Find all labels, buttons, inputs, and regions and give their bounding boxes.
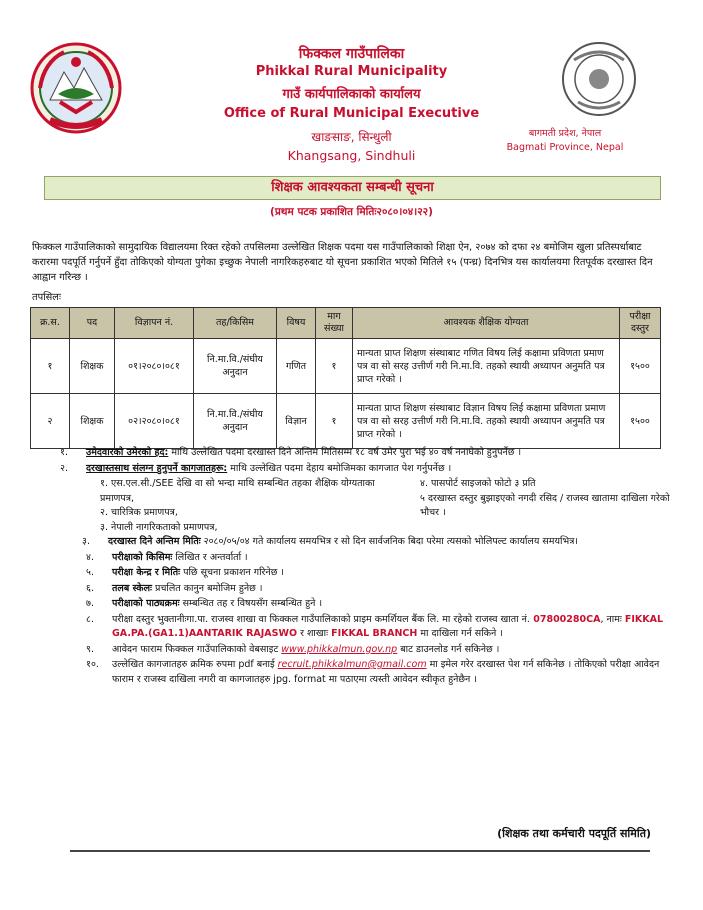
item-text: मा इमेल गरेर दरखास्त पेश गर्न सकिनेछ । तोकिएको परीक्षा आवेदन फाराम र राजस्व दाखिला नगरी वा कागजातहरु jpg. format मा पठाएमा त्यस्ती आवेदन स्वीकृत हुनेछैन । bbox=[112, 659, 660, 685]
signature-committee: (शिक्षक तथा कर्मचारी पदपूर्ति समिति) bbox=[497, 827, 651, 840]
item-number: ४. bbox=[86, 551, 94, 563]
col-ad-no: विज्ञापन नं. bbox=[115, 308, 194, 339]
col-demand: माग संख्या bbox=[316, 308, 353, 339]
cell-post: शिक्षक bbox=[70, 394, 115, 449]
item-text: बाट डाउनलोड गर्न सकिनेछ । bbox=[397, 643, 500, 655]
table-row bbox=[31, 394, 661, 449]
footer-divider bbox=[70, 850, 650, 852]
municipality-seal-icon bbox=[560, 40, 638, 118]
tapasil-label: तपसिलः bbox=[32, 292, 61, 303]
item-number: १. bbox=[60, 447, 68, 458]
item-number: ६. bbox=[86, 582, 94, 594]
vacancy-table bbox=[30, 307, 661, 449]
item-number: ७. bbox=[86, 598, 94, 609]
header-line-6: Khangsang, Sindhuli bbox=[287, 148, 416, 163]
notice-subtitle: (प्रथम पटक प्रकाशित मितिः२०८०।०४।२२) bbox=[270, 206, 433, 218]
item-text: आवेदन फाराम फिक्कल गाउँपालिकाको वेबसाइट bbox=[112, 643, 282, 655]
col-post: पद bbox=[70, 308, 115, 339]
cell-demand: १ bbox=[316, 394, 353, 449]
cell-ad-no: ०२।२०८०।०८१ bbox=[115, 394, 194, 449]
document-item: १. एस.एल.सी./SEE देखि वा सो भन्दा माथि सम्बन्धित तहका शैक्षिक योग्यताका प्रमाणपत्र, bbox=[100, 478, 375, 504]
document-item: ३. नेपाली नागरिकताको प्रमाणपत्र, bbox=[100, 521, 218, 533]
item-label: उमेदवारको उमेरको हद: bbox=[86, 447, 169, 458]
list-item bbox=[60, 566, 670, 581]
table-header-row bbox=[31, 308, 661, 339]
cell-demand: १ bbox=[316, 339, 353, 394]
table-row bbox=[31, 339, 661, 394]
cell-fee: १५०० bbox=[620, 394, 661, 449]
account-name: FIKKAL GA.PA.(GA1.1)AANTARIK RAJASWO bbox=[112, 613, 664, 639]
item-text: उल्लेखित कागजातहरु क्रमिक रुपमा pdf बनाई bbox=[112, 659, 278, 670]
item-text: परीक्षा दस्तुर भुक्तानीःगा.पा. राजस्व शाखा वा फिक्कल गाउँपालिकाको प्राइम कमर्शियल बैंक लि. मा रहेको राजस्व खाता नं. bbox=[112, 613, 530, 625]
col-subject: विषय bbox=[277, 308, 316, 339]
item-label: परीक्षाको किसिमः bbox=[112, 551, 173, 563]
item-number: ३. bbox=[82, 536, 90, 547]
cell-qualification: मान्यता प्राप्त शिक्षण संस्थाबाट गणित विषय लिई कक्षामा प्रविणता प्रमाण पत्र वा सो सरह उत्तीर्ण गरी नि.मा.वि. तहको स्थायी अध्यापन अनुमति पत्र प्राप्त गरेको । bbox=[353, 339, 620, 394]
cell-level: नि.मा.वि./संघीय अनुदान bbox=[194, 339, 277, 394]
item-label: तलब स्केलः bbox=[112, 582, 152, 594]
header-line-4: Office of Rural Municipal Executive bbox=[223, 106, 480, 121]
item-text: र शाखाः bbox=[297, 628, 332, 639]
list-item bbox=[60, 582, 670, 597]
province-en: Bagmati Province, Nepal bbox=[506, 142, 624, 153]
cell-subject: विज्ञान bbox=[277, 394, 316, 449]
document-item: ४. पासपोर्ट साइजको फोटो ३ प्रति bbox=[420, 478, 536, 489]
item-text: , नामः bbox=[600, 613, 625, 625]
website-link[interactable]: www.phikkalmun.gov.np bbox=[281, 643, 398, 655]
item-label: परीक्षाको पाठ्यक्रमः bbox=[112, 598, 180, 609]
item-text: माथि उल्लेखित पदमा देहाय बमोजिमका कागजात पेश गर्नुपर्नेछ । bbox=[227, 462, 452, 474]
cell-subject: गणित bbox=[277, 339, 316, 394]
header-line-3: गाउँ कार्यपालिकाको कार्यालय bbox=[282, 87, 421, 102]
list-item bbox=[60, 535, 670, 550]
list-item bbox=[60, 462, 670, 477]
header-line-2: Phikkal Rural Municipality bbox=[255, 64, 448, 79]
cell-sn: २ bbox=[31, 394, 70, 449]
item-label: दरखास्तसाथ संलग्न हुनुपर्ने कागजातहरू: bbox=[86, 462, 228, 474]
province-np: बागमती प्रदेश, नेपाल bbox=[528, 128, 602, 139]
list-item bbox=[60, 597, 670, 612]
item-number: ९. bbox=[86, 643, 94, 655]
branch-name: FIKKAL BRANCH bbox=[331, 628, 418, 639]
header-line-1: फिक्कल गाउँपालिका bbox=[298, 46, 405, 62]
list-item bbox=[60, 446, 670, 461]
item-number: २. bbox=[60, 462, 68, 474]
item-text: लिखित र अन्तर्वार्ता । bbox=[172, 551, 248, 563]
col-sn: क्र.स. bbox=[31, 308, 70, 339]
email-link[interactable]: recruit.phikkalmun@gmail.com bbox=[277, 659, 427, 670]
document-item: २. चारित्रिक प्रमाणपत्र, bbox=[100, 507, 178, 518]
account-number: 07800280CA bbox=[529, 613, 601, 625]
item-text: सम्बन्धित तह र विषयसँग सम्बन्धित हुने । bbox=[179, 598, 323, 609]
notice-title: शिक्षक आवश्यकता सम्बन्धी सूचना bbox=[44, 176, 661, 200]
cell-post: शिक्षक bbox=[70, 339, 115, 394]
list-item bbox=[60, 613, 670, 642]
item-text: माथि उल्लेखित पदमा दरखास्त दिने अन्तिम मितिसम्म १८ वर्ष उमेर पुरा भई ४० वर्ष ननाघेको हुनुपर्नेछ । bbox=[168, 447, 522, 458]
col-fee: परीक्षा दस्तुर bbox=[620, 308, 661, 339]
documents-list bbox=[60, 477, 670, 535]
list-item bbox=[60, 643, 670, 658]
header-line-5: खाङसाङ, सिन्धुली bbox=[311, 130, 392, 144]
item-text: प्रचलित कानुन बमोजिम हुनेछ । bbox=[151, 582, 263, 594]
item-text: पछि सूचना प्रकाशन गरिनेछ । bbox=[180, 567, 284, 578]
item-label: दरखास्त दिने अन्तिम मितिः bbox=[108, 536, 201, 547]
list-item bbox=[60, 658, 670, 687]
notice-body: फिक्कल गाउँपालिकाको सामुदायिक विद्यालयमा रिक्त रहेको तपसिलमा उल्लेखित शिक्षक पदमा यस गाउँपालिकाको शिक्षा ऐन, २०७४ को दफा २४ बमोजिम खुला प्रतिस्पर्धाबाट करारमा पदपूर्ति गर्नुपर्ने हुँदा तोकिएको योग्यता पुगेका इच्छुक नेपाली नागरिकहरुबाट यो सूचना प्रकाशित भएको मितिले १५ (पन्ध्र) दिनभित्र यस कार्यालयमा रितपूर्वक दरखास्त दिन आह्वान गरिन्छ । bbox=[32, 242, 653, 283]
conditions-list bbox=[60, 446, 670, 688]
col-level: तह/किसिम bbox=[194, 308, 277, 339]
item-text: मा दाखिला गर्न सकिने । bbox=[417, 628, 503, 639]
item-number: ८. bbox=[86, 613, 94, 625]
list-item bbox=[60, 551, 670, 566]
cell-level: नि.मा.वि./संघीय अनुदान bbox=[194, 394, 277, 449]
item-label: परीक्षा केन्द्र र मितिः bbox=[112, 567, 181, 578]
item-number: ५. bbox=[86, 567, 94, 578]
item-text: २०८०/०५/०४ गते कार्यालय समयभित्र र सो दिन सार्वजनिक बिदा परेमा त्यसको भोलिपल्ट कार्यालय समयभित्र। bbox=[200, 536, 578, 547]
document-item: ५ दरखास्त दस्तुर बुझाइएको नगदी रसिद / राजस्व खातामा दाखिला गरेको भौचर । bbox=[420, 492, 670, 518]
cell-qualification: मान्यता प्राप्त शिक्षण संस्थाबाट विज्ञान विषय लिई कक्षामा प्रविणता प्रमाण पत्र वा सो सरह उत्तीर्ण गरी नि.मा.वि. तहको स्थायी अध्यापन अनुमति पत्र प्राप्त गरेको । bbox=[353, 394, 620, 449]
cell-sn: १ bbox=[31, 339, 70, 394]
col-qualification: आवश्यक शैक्षिक योग्यता bbox=[353, 308, 620, 339]
cell-ad-no: ०१।२०८०।०८१ bbox=[115, 339, 194, 394]
cell-fee: १५०० bbox=[620, 339, 661, 394]
item-number: १०. bbox=[86, 659, 99, 670]
